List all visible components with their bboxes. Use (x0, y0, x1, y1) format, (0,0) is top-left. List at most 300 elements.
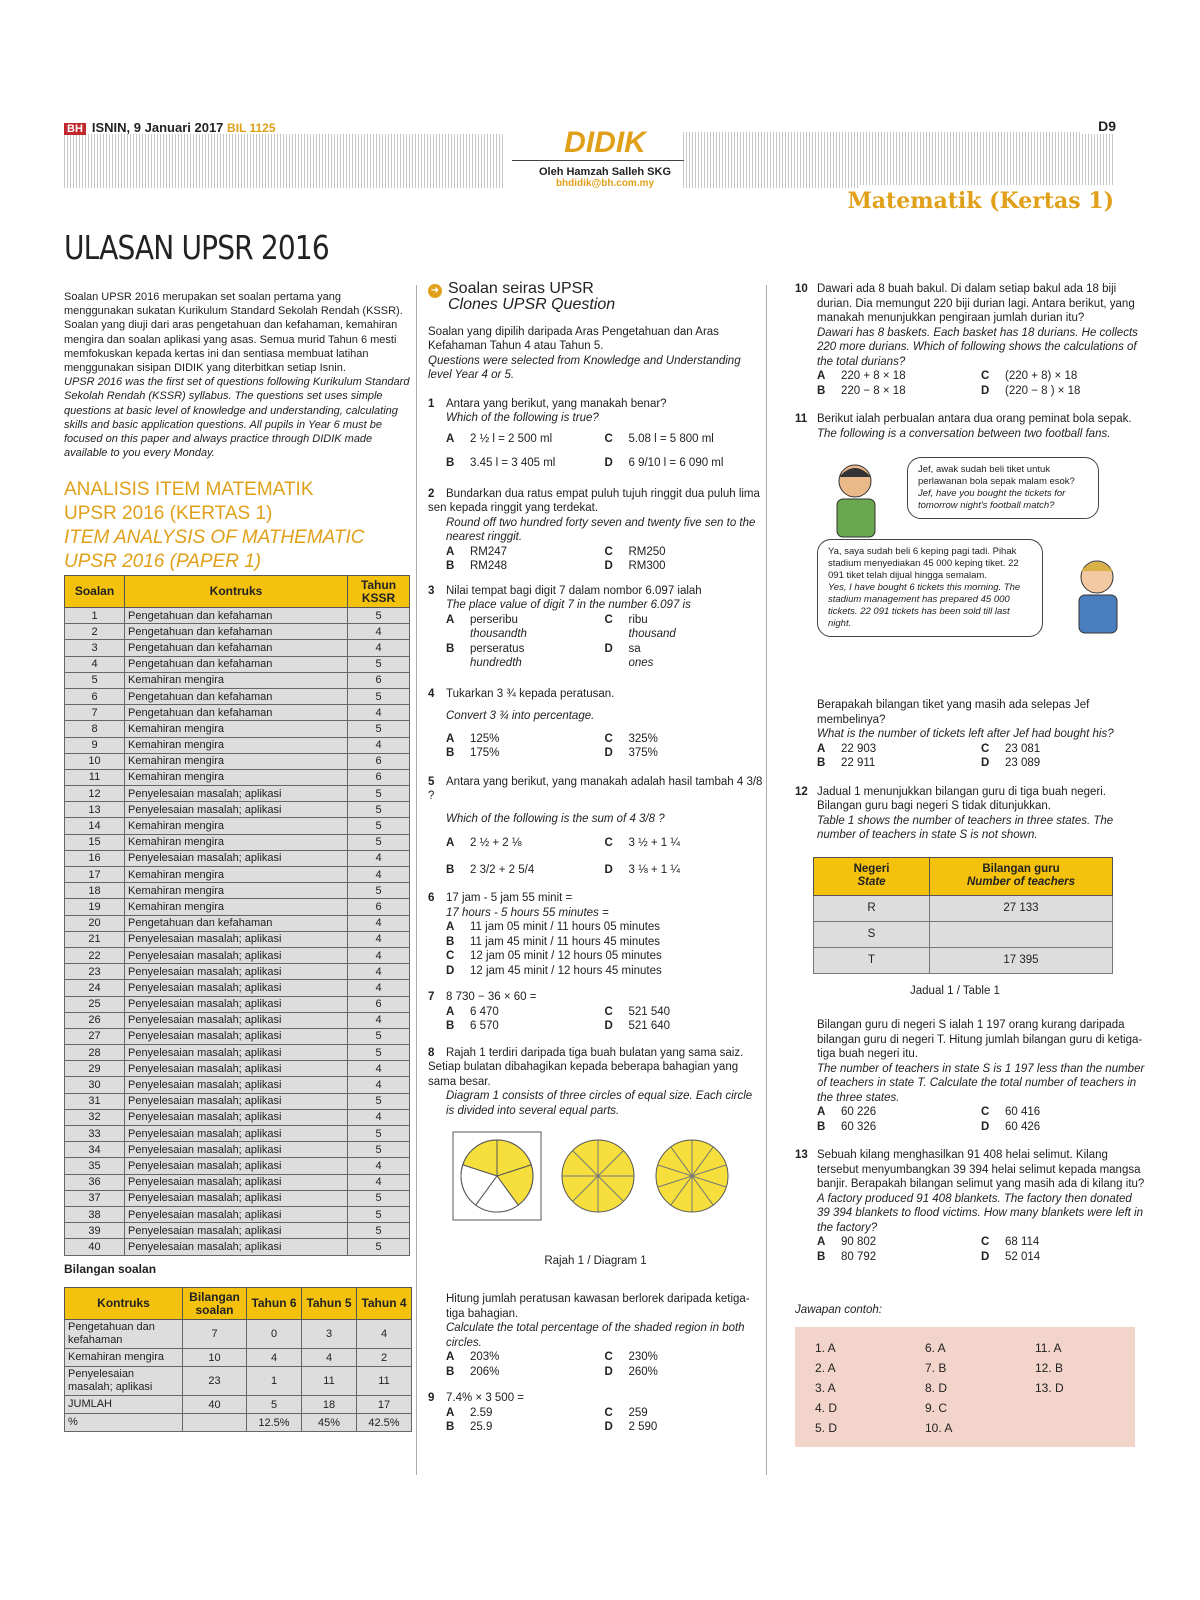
q-text-2-en: The number of teachers in state S is 1 197 less than the number of teachers in state T. Calculate the total number of teachers in the three states. (817, 1062, 1145, 1104)
cell: 35 (65, 1158, 125, 1174)
cell: 4 (348, 1158, 410, 1174)
table-row (65, 1158, 410, 1174)
cell: 4 (348, 1174, 410, 1190)
cell: Pengetahuan dan kefahaman (125, 688, 348, 704)
question-6: 6 17 jam - 5 jam 55 minit = 17 hours - 5 hours 55 minutes = A 11 jam 05 minit / 11 hours 05 minutes B 11 jam 45 minit / 11 hours 45 minutes C 12 jam 05 minit / 12 hours 05 minutes D 12 jam 45 minit / 12 hours 45 minutes (428, 892, 662, 977)
table-row (65, 867, 410, 883)
cell: 14 (65, 818, 125, 834)
bilangan-title: Bilangan soalan (64, 1262, 157, 1276)
cell: 26 (65, 1012, 125, 1028)
option-a-en: thousandth (470, 628, 527, 640)
cell: 17 (357, 1396, 412, 1414)
cell: 25 (65, 996, 125, 1012)
question-1: 1 Antara yang berikut, yang manakah benar? Which of the following is true? A 2 ½ l = 2 500 ml C 5.08 l = 5 800 ml B 3.45 l = 3 405 ml D 6 9/10 l = 6 090 ml (428, 397, 724, 469)
table-row (65, 964, 410, 980)
cell: 42.5% (357, 1414, 412, 1432)
circle-eighths (562, 1140, 634, 1212)
q-text-en: 17 hours - 5 hours 55 minutes = (446, 906, 609, 919)
option-a: 220 + 8 × 18 (841, 370, 906, 382)
h-state-en: State (857, 876, 886, 888)
bcol-1: Bilangan soalan (183, 1288, 247, 1320)
cell: Kemahiran mengira (125, 834, 348, 850)
cell: 20 (65, 915, 125, 931)
option-b: 80 792 (841, 1250, 877, 1263)
cell: Penyelesaian masalah; aplikasi (125, 1206, 348, 1222)
option-c: 259 (628, 1406, 648, 1419)
cell: 10 (183, 1349, 247, 1367)
cell: Kemahiran mengira (125, 753, 348, 769)
option-b: 6 570 (470, 1020, 499, 1032)
cell: 5 (348, 1093, 410, 1109)
cell: 40 (65, 1239, 125, 1255)
cell: 5 (348, 883, 410, 899)
cell: 37 (65, 1190, 125, 1206)
issue-number: BIL 1125 (227, 121, 276, 135)
cell: 4 (247, 1349, 302, 1367)
bilangan-table (64, 1287, 412, 1432)
cell: R (814, 895, 930, 921)
table-row (65, 721, 410, 737)
answer-item: 12. B (1035, 1361, 1064, 1375)
cell: 13 (65, 802, 125, 818)
man-illustration-icon (827, 459, 887, 539)
cell: 38 (65, 1206, 125, 1222)
option-d-en: ones (628, 657, 654, 669)
cell: Penyelesaian masalah; aplikasi (125, 1223, 348, 1239)
q-number: 12 (795, 785, 808, 798)
question-11: 11 Berikut ialah perbualan antara dua orang peminat bola sepak. The following is a conversation between two football fans. Jef, awak sudah beli tiket untuk perlawanan bola sepak malam esok? Jef, have you bought the tickets for tomorrow night's football match? Ya, saya sudah beli 6 keping pagi tadi. Pihak stadium menyediakan 45 000 keping tiket. 22 091 tiket telah dijual hingga semalam. Yes, I have bought 6 tickets this morning. The stadium management has prepared 45 000 tickets. 22 091 tickets has been sold till last night. Berapakah bilangan tiket yang masih ada selepas Jef membelinya? What is the number of tickets left after Jef had bought his? A 22 903 C 23 081 B 22 911 D 23 089 (795, 412, 1145, 771)
option-c: 12 jam 05 minit / 12 hours 05 minutes (470, 950, 662, 962)
option-d: sa (628, 642, 641, 655)
cell: 5 (247, 1396, 302, 1414)
bcol-4: Tahun 4 (357, 1288, 412, 1320)
header-date (64, 120, 276, 135)
bh-logo: BH (64, 123, 86, 135)
cell: Penyelesaian masalah; aplikasi (125, 931, 348, 947)
bubble-2 (817, 539, 1043, 637)
cell: T (814, 947, 930, 973)
table-row (65, 1174, 410, 1190)
answers-box (795, 1327, 1135, 1447)
cell: 4 (348, 980, 410, 996)
option-a: 22 903 (841, 742, 877, 755)
cell: Kemahiran mengira (125, 883, 348, 899)
option-d: 375% (628, 747, 658, 759)
option-d: 521 640 (628, 1020, 671, 1032)
option-c: (220 + 8) × 18 (1005, 370, 1078, 382)
table-row (65, 624, 410, 640)
header-hatch-right (683, 132, 1113, 188)
cell: Penyelesaian masalah; aplikasi (125, 1158, 348, 1174)
table-row (65, 1349, 412, 1367)
cell: 4 (348, 964, 410, 980)
table-row (65, 1077, 410, 1093)
cell: 5 (348, 688, 410, 704)
option-b: perseratus (470, 642, 525, 655)
option-b-en: hundredth (470, 657, 522, 669)
q-text: Nilai tempat bagi digit 7 dalam nombor 6.097 ialah (446, 584, 702, 597)
circle-tenths (656, 1140, 728, 1212)
cell: Penyelesaian masalah; aplikasi (125, 1174, 348, 1190)
q-text-en: Table 1 shows the number of teachers in three states. The number of teachers in state S is not shown. (817, 814, 1114, 841)
cell: 17 (65, 867, 125, 883)
cell: 19 (65, 899, 125, 915)
cell: 4 (348, 947, 410, 963)
cell: Kemahiran mengira (125, 899, 348, 915)
cell: 5 (348, 1239, 410, 1255)
cell: Kemahiran mengira (125, 867, 348, 883)
clone-desc (428, 325, 763, 383)
cell: Penyelesaian masalah; aplikasi (125, 964, 348, 980)
cell: 5 (348, 802, 410, 818)
cell: Penyelesaian masalah; aplikasi (125, 1190, 348, 1206)
option-a: 90 802 (841, 1236, 877, 1248)
question-4: 4 Tukarkan 3 ¾ kepada peratusan. Convert 3 ¾ into percentage. A 125% C 325% B 175% D 375% (428, 687, 658, 759)
h-count-en: Number of teachers (966, 876, 1075, 888)
cell: 11 (65, 769, 125, 785)
q-text: Sebuah kilang menghasilkan 91 408 helai selimut. Kilang tersebut menyumbangkan 39 394 helai selimut kepada mangsa banjir. Berapakah bilangan selimut yang masih ada di kilang itu? (817, 1149, 1145, 1190)
option-b: 25.9 (470, 1421, 493, 1433)
cell: 39 (65, 1223, 125, 1239)
cell: Pengetahuan dan kefahaman (65, 1320, 183, 1349)
cell: 6 (348, 996, 410, 1012)
bubble-1-ms: Jef, awak sudah beli tiket untuk perlawanan bola sepak malam esok? (918, 464, 1075, 487)
cell: Kemahiran mengira (125, 769, 348, 785)
question-3: 3 Nilai tempat bagi digit 7 dalam nombor 6.097 ialah The place value of digit 7 in the number 6.097 is A perseribu thousandth C ribu thousand B perseratus hundredth D sa ones (428, 584, 702, 669)
cell: 10 (65, 753, 125, 769)
cell: Penyelesaian masalah; aplikasi (125, 1239, 348, 1255)
cell: Penyelesaian masalah; aplikasi (125, 1028, 348, 1044)
item-analysis-table (64, 575, 410, 1256)
table-row (814, 895, 1113, 921)
cell: 4 (348, 640, 410, 656)
option-d: 2 590 (628, 1421, 658, 1433)
cell: % (65, 1414, 183, 1432)
cell: 5 (348, 721, 410, 737)
analysis-en-2: UPSR 2016 (PAPER 1) (64, 551, 262, 572)
header-hatch-left (64, 132, 504, 188)
table-row (65, 1093, 410, 1109)
cell: Penyelesaian masalah; aplikasi (125, 980, 348, 996)
table-row (65, 1206, 410, 1222)
cell: 45% (302, 1414, 357, 1432)
cell: 4 (302, 1349, 357, 1367)
cell: 36 (65, 1174, 125, 1190)
cell: 4 (348, 915, 410, 931)
cell: 5 (348, 786, 410, 802)
q-text: Bundarkan dua ratus empat puluh tujuh ringgit dua puluh lima sen kepada ringgit yang terdekat. (428, 487, 760, 514)
answer-item: 3. A (815, 1381, 836, 1395)
q-number: 7 (428, 991, 435, 1003)
option-a: 11 jam 05 minit / 11 hours 05 minutes (470, 921, 661, 933)
option-a: 6 470 (470, 1005, 499, 1018)
table-row (65, 769, 410, 785)
cell: 5 (348, 608, 410, 624)
cell: S (814, 921, 930, 947)
table-row (65, 915, 410, 931)
option-c: 325% (628, 732, 658, 745)
cell: Penyelesaian masalah; aplikasi (125, 947, 348, 963)
cell: Kemahiran mengira (125, 818, 348, 834)
option-c: 23 081 (1005, 742, 1041, 755)
cell: Penyelesaian masalah; aplikasi (125, 996, 348, 1012)
cell: 1 (65, 608, 125, 624)
q-text-en: Diagram 1 consists of three circles of equal size. Each circle is divided into several equal parts. (446, 1090, 753, 1117)
cell: 2 (65, 624, 125, 640)
question-8: 8 Rajah 1 terdiri daripada tiga buah bulatan yang sama saiz. Setiap bulatan dibahagikan kepada beberapa bahagian yang sama besar. Diagram 1 consists of three circles of equal size. Each circle is divided into several equal parts. Rajah 1 / Diagram 1 Hitung jumlah peratusan kawasan berlorek daripada ketiga-tiga bahagian. Calculate the total percentage of the shaded region in both circles. A 203% C 230% B 206% D 260% (428, 1046, 763, 1380)
table-row (814, 947, 1113, 973)
circle-fifths (461, 1140, 533, 1212)
table-row (65, 1396, 412, 1414)
teachers-col-state (814, 857, 930, 895)
analysis-heading (64, 478, 414, 574)
bubble-2-en: Yes, I have bought 6 tickets this morning. The stadium management has prepared 45 000 tickets. 22 091 tickets has been sold till last night. (828, 582, 1021, 629)
column-3 (795, 282, 1145, 1274)
question-12-part-2: Bilangan guru di negeri S ialah 1 197 orang kurang daripada bilangan guru di negeri T. Hitung jumlah bilangan guru di ketiga-tiga buah negeri itu. The number of teachers in state S is 1 197 less than the number of teachers in state T. Calculate the total number of teachers in the three states. A 60 226 C 60 416 B 60 326 D 60 426 (817, 1019, 1145, 1133)
table-row (65, 996, 410, 1012)
cell: Kemahiran mengira (125, 672, 348, 688)
option-c: 5.08 l = 5 800 ml (628, 432, 714, 445)
bcol-3: Tahun 5 (302, 1288, 357, 1320)
q-text-en: Round off two hundred forty seven and twenty five sen to the nearest ringgit. (446, 516, 756, 543)
q-text-2-en: Calculate the total percentage of the shaded region in both circles. (446, 1322, 745, 1349)
cell: 23 (183, 1367, 247, 1396)
cell: 7 (183, 1320, 247, 1349)
option-a: 60 226 (841, 1106, 877, 1118)
table-row (65, 688, 410, 704)
option-b: 2 3/2 + 2 5/4 (470, 863, 535, 876)
cell: 5 (348, 834, 410, 850)
table-caption: Jadual 1 / Table 1 (910, 984, 1000, 997)
cell: 5 (348, 1142, 410, 1158)
q-text-2: Hitung jumlah peratusan kawasan berlorek daripada ketiga-tiga bahagian. (446, 1293, 750, 1320)
option-d: 60 426 (1005, 1120, 1041, 1133)
email: bhdidik@bh.com.my (555, 178, 655, 189)
q-text: Berikut ialah perbualan antara dua orang peminat bola sepak. (817, 413, 1132, 425)
option-b: RM248 (470, 560, 508, 572)
cell: 5 (348, 1045, 410, 1061)
q-number: 4 (428, 687, 435, 700)
circles-svg (428, 1128, 763, 1228)
cell: Penyelesaian masalah; aplikasi (125, 1126, 348, 1142)
cell: Pengetahuan dan kefahaman (125, 640, 348, 656)
teachers-col-count (930, 857, 1113, 895)
q-text-2-en: What is the number of tickets left after Jef had bought his? (817, 728, 1114, 740)
table-row (65, 947, 410, 963)
question-5: 5 Antara yang berikut, yang manakah adalah hasil tambah 4 3/8 ? Which of the following is the sum of 4 3/8 ? A 2 ½ + 2 ⅛ C 3 ½ + 1 ¼ B 2 3/2 + 2 5/4 D 3 ⅛ + 1 ¼ (428, 775, 763, 876)
section-title: DIDIK (564, 126, 646, 159)
option-d: 23 089 (1005, 757, 1041, 769)
option-a: 2.59 (470, 1406, 493, 1419)
option-c: RM250 (628, 545, 666, 558)
table-row (65, 802, 410, 818)
cell: 29 (65, 1061, 125, 1077)
analysis-ms-2: UPSR 2016 (KERTAS 1) (64, 503, 273, 524)
cell: 24 (65, 980, 125, 996)
table-row (65, 705, 410, 721)
table-row (65, 1126, 410, 1142)
cell: 5 (348, 1206, 410, 1222)
answer-item: 4. D (815, 1401, 838, 1415)
cell: 7 (65, 705, 125, 721)
conversation (817, 453, 1145, 698)
byline (510, 166, 700, 189)
page-title: ULASAN UPSR 2016 (64, 228, 329, 267)
answer-item: 1. A (815, 1341, 836, 1355)
diagram-caption: Rajah 1 / Diagram 1 (544, 1255, 647, 1267)
cell: Penyelesaian masalah; aplikasi (125, 1142, 348, 1158)
cell: JUMLAH (65, 1396, 183, 1414)
cell: Penyelesaian masalah; aplikasi (125, 1093, 348, 1109)
cell: 2 (357, 1349, 412, 1367)
col-soalan: Soalan (65, 576, 125, 608)
cell: 33 (65, 1126, 125, 1142)
option-d: 260% (628, 1365, 658, 1378)
cell: 6 (65, 688, 125, 704)
q-number: 3 (428, 584, 435, 597)
cell: 4 (357, 1320, 412, 1349)
option-a: RM247 (470, 545, 508, 558)
teachers-table (813, 857, 1113, 974)
intro (64, 290, 412, 460)
option-c: ribu (628, 613, 648, 626)
option-b: 3.45 l = 3 405 ml (470, 457, 556, 469)
cell: 1 (247, 1367, 302, 1396)
column-2 (428, 282, 763, 1445)
q-number: 10 (795, 283, 808, 295)
cell: 4 (348, 867, 410, 883)
option-b: 175% (470, 747, 500, 759)
table-row (65, 1367, 412, 1396)
option-d: 6 9/10 l = 6 090 ml (628, 457, 724, 469)
date-text: ISNIN, 9 Januari 2017 (91, 120, 224, 135)
q-text: 8 730 − 36 × 60 = (446, 991, 537, 1003)
cell: 12 (65, 786, 125, 802)
option-b: 60 326 (841, 1120, 877, 1133)
table-row (65, 1045, 410, 1061)
option-b: 22 911 (841, 757, 876, 769)
option-c: 68 114 (1005, 1236, 1040, 1248)
cell: Penyelesaian masalah; aplikasi (125, 802, 348, 818)
clone-title-en: Clones UPSR Question (448, 296, 616, 313)
analysis-ms-1: ANALISIS ITEM MATEMATIK (64, 479, 314, 500)
table-row (65, 656, 410, 672)
table-row (65, 786, 410, 802)
cell: Kemahiran mengira (125, 721, 348, 737)
q-text-en: Which of the following is the sum of 4 3/8 ? (446, 812, 665, 825)
analysis-en-1: ITEM ANALYSIS OF MATHEMATIC (64, 527, 365, 548)
question-10: 10 Dawari ada 8 buah bakul. Di dalam setiap bakul ada 18 biji durian. Dia memungut 220 biji durian lagi. Antara berikut, yang manakah menunjukkan pengiraan jumlah durian itu? Dawari has 8 baskets. Each basket has 18 durians. He collects 220 more durians. Which of following shows the calculations of the total durians? A 220 + 8 × 18 C (220 + 8) × 18 B 220 − 8 × 18 D (220 − 8 ) × 18 (795, 283, 1138, 397)
table-row (65, 931, 410, 947)
q-number: 1 (428, 397, 435, 410)
q-number: 6 (428, 892, 435, 904)
cell: 4 (348, 624, 410, 640)
cell: 5 (348, 1190, 410, 1206)
option-d: 3 ⅛ + 1 ¼ (628, 863, 680, 876)
option-a: perseribu (470, 613, 518, 626)
cell: 12.5% (247, 1414, 302, 1432)
cell: 16 (65, 850, 125, 866)
page-number: D9 (1098, 118, 1116, 134)
cell: 4 (348, 705, 410, 721)
q-number: 11 (795, 413, 808, 425)
intro-ms: Soalan UPSR 2016 merupakan set soalan pertama yang menggunakan sukatan Kurikulum Standard Sekolah Rendah (KSSR). Soalan yang diuji dari aras pengetahuan dan kefahaman, kemahiran mengira dan soalan aplikasi yang asas. Semua murid Tahun 6 mesti memfokuskan kepada kertas ini dan sentiasa membuat latihan menggunakan sisipan DIDIK yang diterbitkan setiap Isnin. (64, 291, 403, 375)
cell: 27 133 (930, 895, 1113, 921)
cell: 5 (348, 1126, 410, 1142)
cell: 4 (65, 656, 125, 672)
q-text-en: The following is a conversation between two football fans. (817, 427, 1111, 440)
q-text: Dawari ada 8 buah bakul. Di dalam setiap bakul ada 18 biji durian. Dia memungut 220 biji durian lagi. Antara berikut, yang manakah menunjukkan pengiraan jumlah durian itu? (817, 283, 1135, 324)
cell: Pengetahuan dan kefahaman (125, 624, 348, 640)
h-state: Negeri (853, 863, 890, 875)
option-c-en: thousand (628, 628, 676, 640)
table-row (65, 1190, 410, 1206)
cell: 18 (302, 1396, 357, 1414)
answer-item: 8. D (925, 1381, 948, 1395)
option-d: (220 − 8 ) × 18 (1005, 384, 1081, 397)
cell: Pengetahuan dan kefahaman (125, 705, 348, 721)
answer-item: 9. C (925, 1401, 948, 1415)
bubble-1 (907, 457, 1099, 519)
cell: 22 (65, 947, 125, 963)
q-number: 9 (428, 1392, 435, 1404)
cell: 5 (348, 1028, 410, 1044)
cell: 5 (348, 1223, 410, 1239)
cell: Penyelesaian masalah; aplikasi (65, 1367, 183, 1396)
cell: 30 (65, 1077, 125, 1093)
cell: 8 (65, 721, 125, 737)
cell: 4 (348, 1061, 410, 1077)
q-text-en: The place value of digit 7 in the number 6.097 is (446, 599, 691, 611)
diagram-1 (428, 1128, 763, 1278)
table-row (65, 608, 410, 624)
cell: 4 (348, 1077, 410, 1093)
cell: 4 (348, 737, 410, 753)
cell: 4 (348, 931, 410, 947)
bcol-2: Tahun 6 (247, 1288, 302, 1320)
option-c: 521 540 (628, 1005, 671, 1018)
cell: 18 (65, 883, 125, 899)
bubble-1-en: Jef, have you bought the tickets for tomorrow night's football match? (918, 488, 1066, 511)
q-text-en: Convert 3 ¾ into percentage. (446, 710, 595, 722)
intro-en: UPSR 2016 was the first set of questions following Kurikulum Standard Sekolah Rendah (KSSR) syllabus. The questions set uses simple questions at basic level of knowledge and understanding, calculating skills and basic application questions. All pupils in Year 6 must be focused on this paper and always practice through DIDIK made available to you every Monday. (64, 376, 410, 460)
question-9: 9 7.4% × 3 500 = A 2.59 C 259 B 25.9 D 2 590 (428, 1392, 658, 1433)
h-count: Bilangan guru (982, 863, 1060, 875)
cell: 17 395 (930, 947, 1113, 973)
answer-item: 10. A (925, 1421, 953, 1435)
answer-item: 7. B (925, 1361, 947, 1375)
option-d: 12 jam 45 minit / 12 hours 45 minutes (470, 964, 662, 977)
cell: 5 (348, 656, 410, 672)
table-row (65, 850, 410, 866)
cell: 27 (65, 1028, 125, 1044)
cell: Kemahiran mengira (125, 737, 348, 753)
author: Oleh Hamzah Salleh SKG (538, 166, 672, 178)
cell: Pengetahuan dan kefahaman (125, 915, 348, 931)
cell: 40 (183, 1396, 247, 1414)
clone-heading (428, 282, 763, 313)
option-a: 2 ½ l = 2 500 ml (470, 432, 553, 445)
cell: 9 (65, 737, 125, 753)
cell: Pengetahuan dan kefahaman (125, 608, 348, 624)
cell (930, 921, 1113, 947)
option-b: 206% (470, 1365, 500, 1378)
column-divider-1 (416, 285, 417, 1475)
cell: 4 (348, 1109, 410, 1125)
cell: 4 (348, 1012, 410, 1028)
clone-title: Soalan seiras UPSR (448, 280, 594, 297)
question-2: 2 Bundarkan dua ratus empat puluh tujuh ringgit dua puluh lima sen kepada ringgit yang terdekat. Round off two hundred forty seven and twenty five sen to the nearest ringgit. A RM247 C RM250 B RM248 D RM300 (428, 487, 760, 572)
